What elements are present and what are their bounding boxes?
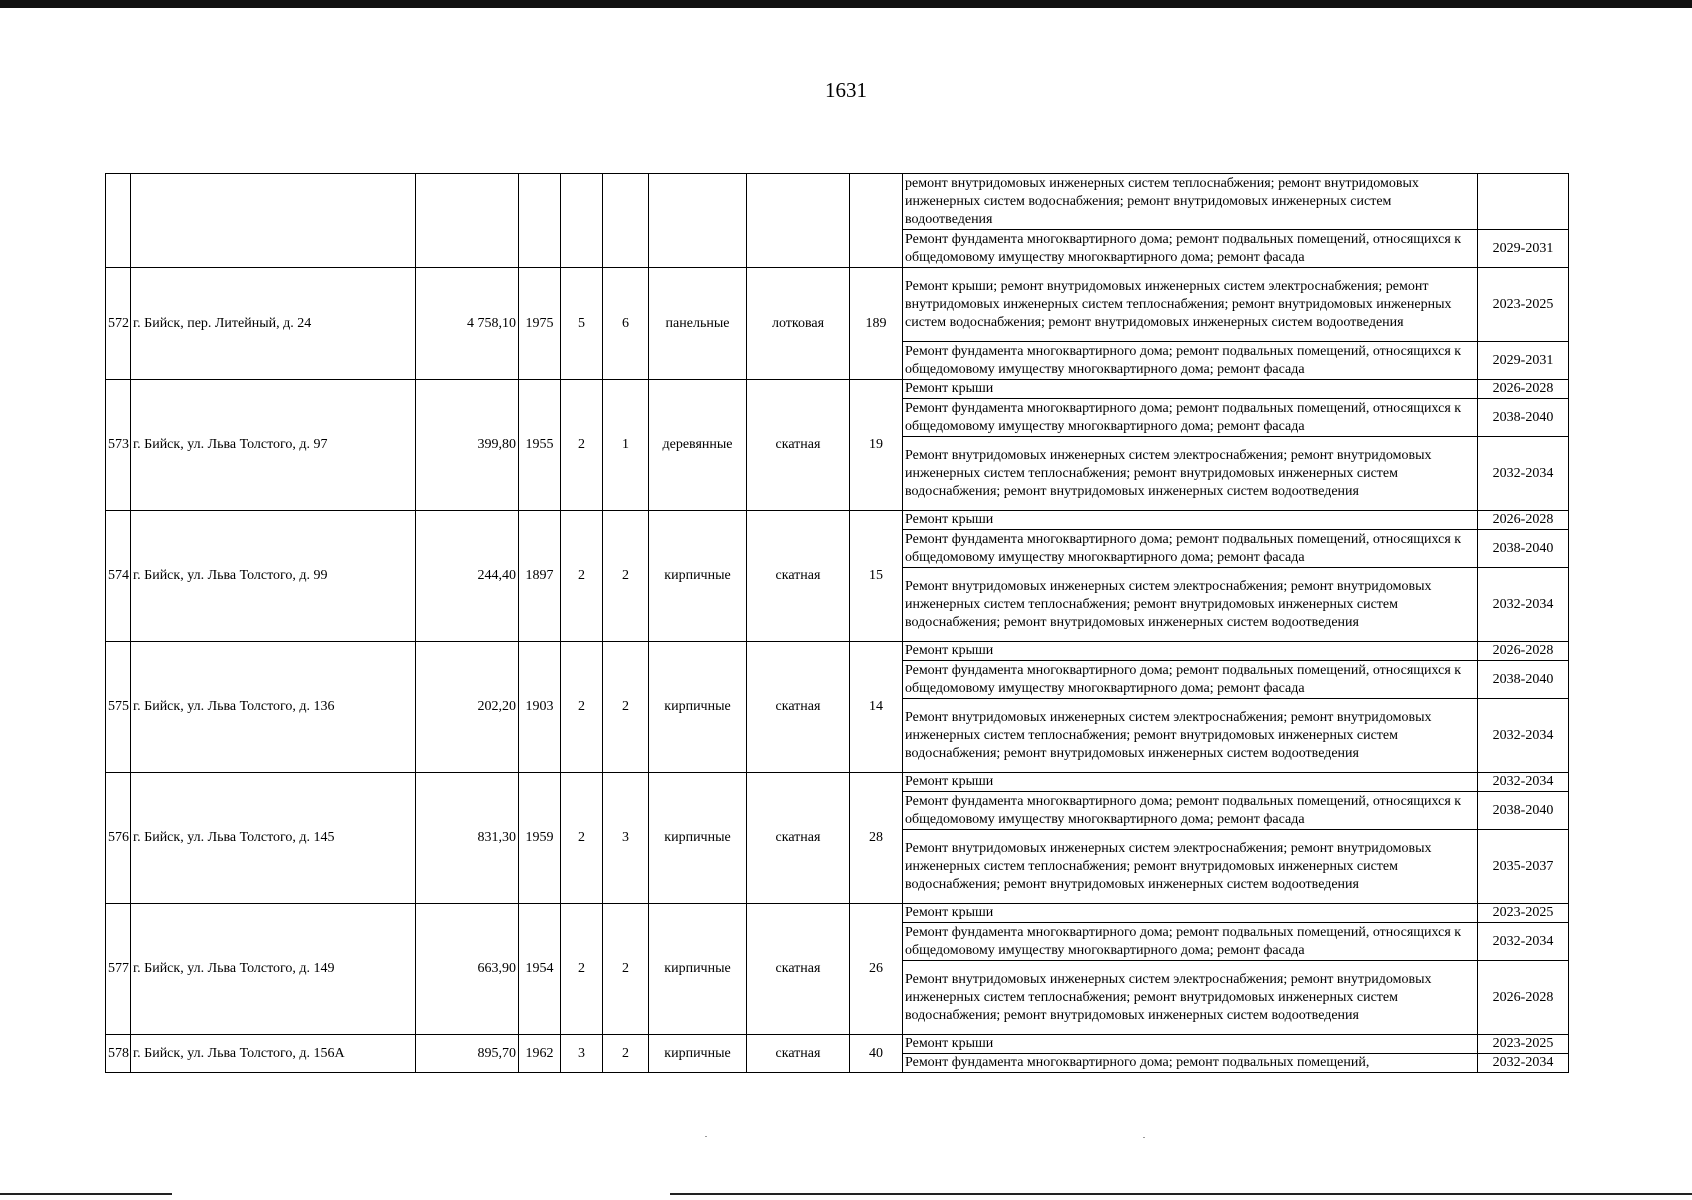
row-number: 578 [106, 1035, 131, 1073]
table-row [106, 268, 1569, 342]
roof-type-cell: лотковая [747, 268, 850, 380]
work-period: 2023-2025 [1478, 904, 1569, 923]
floors-cell: 3 [561, 1035, 603, 1073]
work-description: Ремонт фундамента многоквартирного дома; ремонт подвальных помещений, относящихся к общедомовому имуществу многоквартирного дома; ремонт фасада [903, 342, 1478, 380]
work-period: 2029-2031 [1478, 342, 1569, 380]
work-description: Ремонт фундамента многоквартирного дома; ремонт подвальных помещений, относящихся к общедомовому имуществу многоквартирного дома; ремонт фасада [903, 923, 1478, 961]
address-cell: г. Бийск, ул. Льва Толстого, д. 145 [131, 773, 416, 904]
roof-type-cell: скатная [747, 904, 850, 1035]
building-rows [106, 268, 1569, 1073]
entrances-cell: 2 [603, 1035, 649, 1073]
residents-cell: 40 [850, 1035, 903, 1073]
work-period: 2038-2040 [1478, 530, 1569, 568]
row-number: 575 [106, 642, 131, 773]
area-cell: 202,20 [416, 642, 519, 773]
work-description: Ремонт крыши [903, 904, 1478, 923]
floors-cell: 2 [561, 904, 603, 1035]
row-number: 577 [106, 904, 131, 1035]
residents-cell: 28 [850, 773, 903, 904]
entrances-cell: 2 [603, 642, 649, 773]
entrances-cell: 2 [603, 904, 649, 1035]
scan-speck [1143, 1137, 1145, 1138]
wall-material-cell: кирпичные [649, 642, 747, 773]
area-cell: 831,30 [416, 773, 519, 904]
row-number: 573 [106, 380, 131, 511]
work-description: Ремонт внутридомовых инженерных систем электроснабжения; ремонт внутридомовых инженерных систем теплоснабжения; ремонт внутридомовых инженерных систем водоснабжения; ремонт внутридомовых инженерных систем водоотведения [903, 699, 1478, 773]
work-period: 2032-2034 [1478, 699, 1569, 773]
address-cell: г. Бийск, ул. Льва Толстого, д. 156А [131, 1035, 416, 1073]
work-period: 2038-2040 [1478, 399, 1569, 437]
work-description: Ремонт внутридомовых инженерных систем электроснабжения; ремонт внутридомовых инженерных систем теплоснабжения; ремонт внутридомовых инженерных систем водоснабжения; ремонт внутридомовых инженерных систем водоотведения [903, 830, 1478, 904]
address-cell: г. Бийск, ул. Льва Толстого, д. 136 [131, 642, 416, 773]
row-number: 576 [106, 773, 131, 904]
year-cell: 1975 [519, 268, 561, 380]
work-period: 2023-2025 [1478, 1035, 1569, 1054]
cell-empty [131, 174, 416, 268]
wall-material-cell: деревянные [649, 380, 747, 511]
residents-cell: 19 [850, 380, 903, 511]
scan-speck [705, 1136, 707, 1137]
work-period: 2026-2028 [1478, 511, 1569, 530]
wall-material-cell: кирпичные [649, 511, 747, 642]
wall-material-cell: кирпичные [649, 904, 747, 1035]
cell-empty [416, 174, 519, 268]
table-row [106, 1035, 1569, 1054]
bottom-left-rule [0, 1193, 172, 1195]
work-description: Ремонт внутридомовых инженерных систем электроснабжения; ремонт внутридомовых инженерных систем теплоснабжения; ремонт внутридомовых инженерных систем водоснабжения; ремонт внутридомовых инженерных систем водоотведения [903, 961, 1478, 1035]
row-number: 574 [106, 511, 131, 642]
roof-type-cell: скатная [747, 1035, 850, 1073]
work-description: Ремонт фундамента многоквартирного дома; ремонт подвальных помещений, относящихся к общедомовому имуществу многоквартирного дома; ремонт фасада [903, 399, 1478, 437]
work-period: 2032-2034 [1478, 773, 1569, 792]
year-cell: 1959 [519, 773, 561, 904]
work-period: 2026-2028 [1478, 642, 1569, 661]
work-description: Ремонт внутридомовых инженерных систем электроснабжения; ремонт внутридомовых инженерных систем теплоснабжения; ремонт внутридомовых инженерных систем водоснабжения; ремонт внутридомовых инженерных систем водоотведения [903, 568, 1478, 642]
work-period: 2032-2034 [1478, 1054, 1569, 1073]
roof-type-cell: скатная [747, 380, 850, 511]
cell-empty [747, 174, 850, 268]
page-number: 1631 [825, 78, 867, 102]
roof-type-cell: скатная [747, 642, 850, 773]
work-period: 2035-2037 [1478, 830, 1569, 904]
area-cell: 244,40 [416, 511, 519, 642]
work-description: Ремонт фундамента многоквартирного дома; ремонт подвальных помещений, [903, 1054, 1478, 1073]
work-description: Ремонт крыши [903, 773, 1478, 792]
work-period: 2032-2034 [1478, 923, 1569, 961]
work-description: Ремонт крыши; ремонт внутридомовых инженерных систем электроснабжения; ремонт внутридомовых инженерных систем теплоснабжения; ремонт внутридомовых инженерных систем водоснабжения; ремонт внутридомовых инженерных систем водоотведения [903, 268, 1478, 342]
roof-type-cell: скатная [747, 773, 850, 904]
wall-material-cell: панельные [649, 268, 747, 380]
work-period: 2026-2028 [1478, 380, 1569, 399]
bottom-right-rule [670, 1193, 1692, 1195]
capital-repair-table [105, 173, 1569, 1073]
floors-cell: 5 [561, 268, 603, 380]
work-description: Ремонт крыши [903, 1035, 1478, 1054]
work-period: 2023-2025 [1478, 268, 1569, 342]
year-cell: 1954 [519, 904, 561, 1035]
year-cell: 1903 [519, 642, 561, 773]
floors-cell: 2 [561, 380, 603, 511]
cell-empty [106, 174, 131, 268]
entrances-cell: 1 [603, 380, 649, 511]
work-description: Ремонт крыши [903, 511, 1478, 530]
residents-cell: 189 [850, 268, 903, 380]
work-period: 2038-2040 [1478, 792, 1569, 830]
work-description: Ремонт внутридомовых инженерных систем электроснабжения; ремонт внутридомовых инженерных систем теплоснабжения; ремонт внутридомовых инженерных систем водоснабжения; ремонт внутридомовых инженерных систем водоотведения [903, 437, 1478, 511]
work-description: Ремонт крыши [903, 642, 1478, 661]
table-row [106, 511, 1569, 530]
year-cell: 1897 [519, 511, 561, 642]
entrances-cell: 3 [603, 773, 649, 904]
residents-cell: 26 [850, 904, 903, 1035]
address-cell: г. Бийск, ул. Льва Толстого, д. 149 [131, 904, 416, 1035]
work-description: ремонт внутридомовых инженерных систем теплоснабжения; ремонт внутридомовых инженерных систем водоснабжения; ремонт внутридомовых инженерных систем водоотведения [903, 174, 1478, 230]
cell-empty [561, 174, 603, 268]
wall-material-cell: кирпичные [649, 773, 747, 904]
cell-empty [519, 174, 561, 268]
cell-empty [850, 174, 903, 268]
table-row [106, 642, 1569, 661]
wall-material-cell: кирпичные [649, 1035, 747, 1073]
area-cell: 895,70 [416, 1035, 519, 1073]
roof-type-cell: скатная [747, 511, 850, 642]
work-description: Ремонт фундамента многоквартирного дома; ремонт подвальных помещений, относящихся к общедомовому имуществу многоквартирного дома; ремонт фасада [903, 661, 1478, 699]
floors-cell: 2 [561, 773, 603, 904]
table-row [106, 773, 1569, 792]
work-description: Ремонт фундамента многоквартирного дома; ремонт подвальных помещений, относящихся к общедомовому имуществу многоквартирного дома; ремонт фасада [903, 792, 1478, 830]
residents-cell: 14 [850, 642, 903, 773]
top-border-rule [0, 0, 1692, 8]
row-number: 572 [106, 268, 131, 380]
work-period: 2029-2031 [1478, 230, 1569, 268]
work-period [1478, 174, 1569, 230]
cell-empty [603, 174, 649, 268]
address-cell: г. Бийск, ул. Льва Толстого, д. 97 [131, 380, 416, 511]
area-cell: 399,80 [416, 380, 519, 511]
table-row [106, 904, 1569, 923]
address-cell: г. Бийск, ул. Льва Толстого, д. 99 [131, 511, 416, 642]
floors-cell: 2 [561, 511, 603, 642]
work-period: 2032-2034 [1478, 437, 1569, 511]
entrances-cell: 2 [603, 511, 649, 642]
area-cell: 663,90 [416, 904, 519, 1035]
floors-cell: 2 [561, 642, 603, 773]
work-description: Ремонт крыши [903, 380, 1478, 399]
work-period: 2038-2040 [1478, 661, 1569, 699]
work-period: 2032-2034 [1478, 568, 1569, 642]
entrances-cell: 6 [603, 268, 649, 380]
work-description: Ремонт фундамента многоквартирного дома; ремонт подвальных помещений, относящихся к общедомовому имуществу многоквартирного дома; ремонт фасада [903, 530, 1478, 568]
table-row [106, 380, 1569, 399]
address-cell: г. Бийск, пер. Литейный, д. 24 [131, 268, 416, 380]
year-cell: 1955 [519, 380, 561, 511]
year-cell: 1962 [519, 1035, 561, 1073]
work-description: Ремонт фундамента многоквартирного дома; ремонт подвальных помещений, относящихся к общедомовому имуществу многоквартирного дома; ремонт фасада [903, 230, 1478, 268]
table-row [106, 174, 1569, 230]
work-period: 2026-2028 [1478, 961, 1569, 1035]
residents-cell: 15 [850, 511, 903, 642]
cell-empty [649, 174, 747, 268]
area-cell: 4 758,10 [416, 268, 519, 380]
